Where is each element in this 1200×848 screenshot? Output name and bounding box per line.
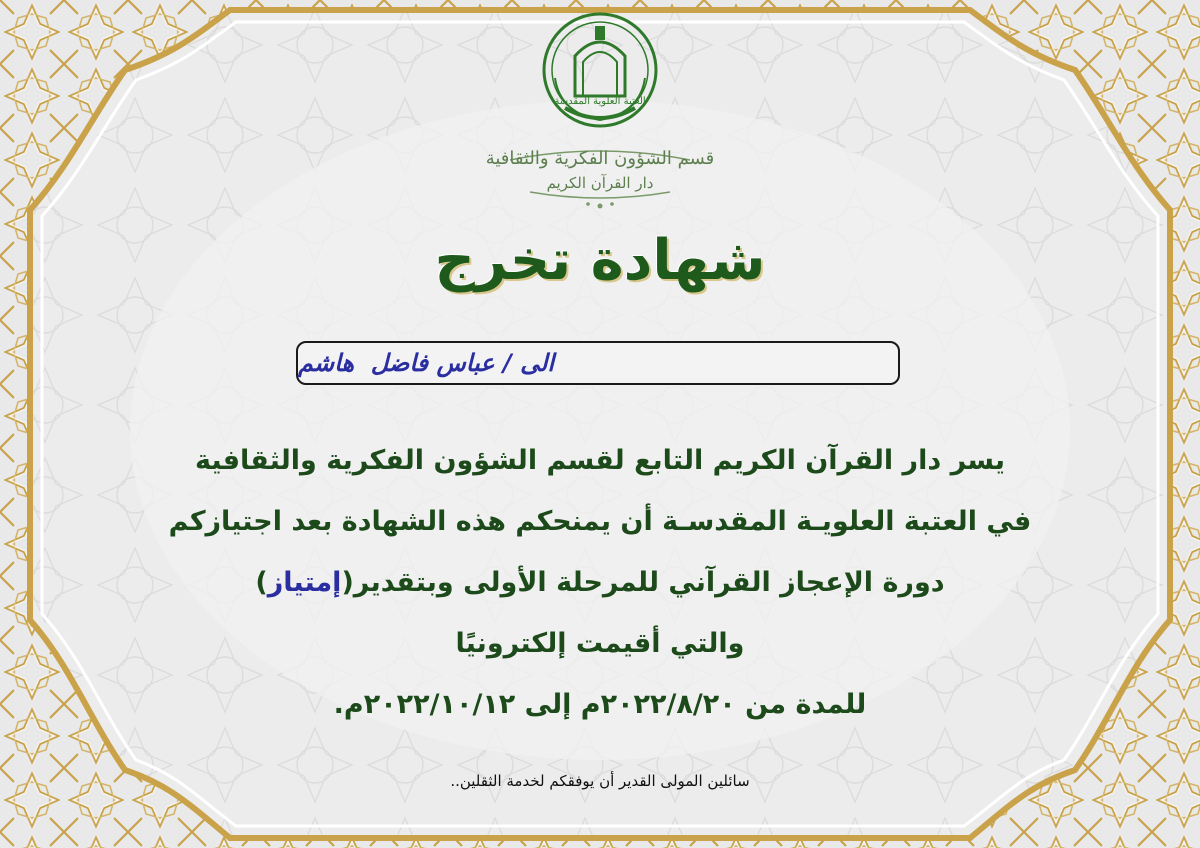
seal-text: العتبة العلوية المقدسة	[554, 96, 646, 107]
recipient-prefix: الى /	[494, 349, 555, 377]
closing-text: سائلين المولى القدير أن يوفقكم لخدمة الثقلين..	[450, 772, 750, 790]
certificate-title: شهادة تخرج	[434, 228, 766, 293]
body-line-5: للمدة من ٢٠٢٢/٨/٢٠م إلى ٢٠٢٢/١٠/١٢م.	[333, 689, 867, 720]
body-line-3-text: دورة الإعجاز القرآني للمرحلة الأولى وبتقدير(	[341, 567, 945, 598]
grade-value: إمتياز	[267, 567, 342, 598]
recipient-box	[296, 341, 900, 385]
body-line-1: يسر دار القرآن الكريم التابع لقسم الشؤون الفكرية والثقافية	[194, 445, 1006, 476]
body-line-4: والتي أقيمت إلكترونيًا	[455, 628, 745, 659]
shrine-emblem-icon	[535, 8, 665, 138]
certificate-body	[140, 430, 1060, 735]
department-line-2: دار القرآن الكريم	[546, 174, 654, 192]
body-line-3	[140, 552, 1060, 613]
body-line-3-close: )	[255, 567, 268, 598]
recipient-name: عباس فاضل هاشم	[298, 349, 495, 377]
body-line-2: في العتبة العلويـة المقدسـة أن يمنحكم هذه الشهادة بعد اجتيازكم	[168, 506, 1032, 537]
department-line-1: قسم الشؤون الفكرية والثقافية	[485, 148, 715, 169]
department-text	[470, 146, 730, 194]
